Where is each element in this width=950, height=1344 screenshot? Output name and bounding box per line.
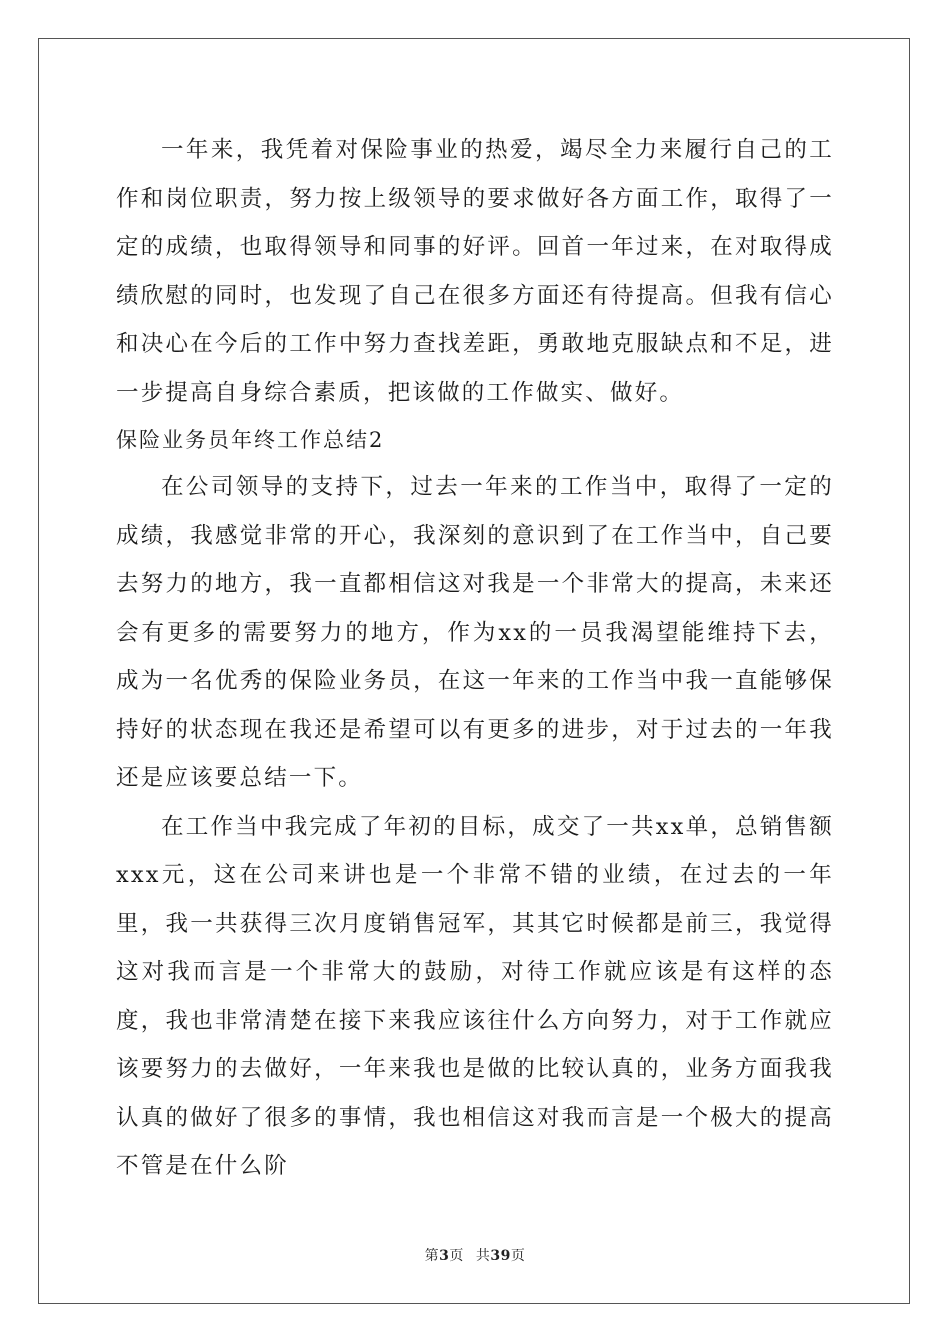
paragraph: 在工作当中我完成了年初的目标，成交了一共xx单，总销售额xxx元，这在公司来讲也是一个非常不错的业绩，在过去的一年里，我一共获得三次月度销售冠军，其其它时候都是前三，我觉得这对我而言是一个非常大的鼓励，对待工作就应该是有这样的态度，我也非常清楚在接下来我应该往什么方向努力，对于工作就应该要努力的去做好，一年来我也是做的比较认真的，业务方面我我认真的做好了很多的事情，我也相信这对我而言是一个极大的提高 不管是在什么阶 — [116, 813, 834, 1179]
total-pages-number: 39 — [490, 1248, 511, 1264]
paragraph: 一年来，我凭着对保险事业的热爱，竭尽全力来履行自己的工作和岗位职责，努力按上级领导的要求做好各方面工作，取得了一定的成绩，也取得领导和同事的好评。回首一年过来，在对取得成绩欣慰的同时，也发现了自己在很多方面还有待提高。但我有信心和决心在今后的工作中努力查找差距，勇敢地克服缺点和不足，进一步提高自身综合素质，把该做的工作做实、做好。 — [116, 137, 834, 406]
current-page-number: 3 — [439, 1248, 450, 1264]
footer-prefix: 第 — [424, 1248, 440, 1264]
footer-total-unit: 页 — [510, 1248, 526, 1264]
footer-total-prefix: 共 — [475, 1248, 491, 1264]
paragraph: 在公司领导的支持下，过去一年来的工作当中，取得了一定的成绩，我感觉非常的开心，我深刻的意识到了在工作当中，自己要去努力的地方，我一直都相信这对我是一个非常大的提高，未来还会有更多的需要努力的地方，作为xx的一员我渴望能维持下去，成为一名优秀的保险业务员，在这一年来的工作当中我一直能够保持好的状态现在我还是希望可以有更多的进步，对于过去的一年我还是应该要总结一下。 — [116, 474, 834, 791]
document-body — [116, 126, 834, 1191]
section-heading: 保险业务员年终工作总结2 — [116, 428, 385, 452]
page-footer — [0, 1245, 950, 1265]
footer-page-unit: 页 — [449, 1248, 464, 1264]
